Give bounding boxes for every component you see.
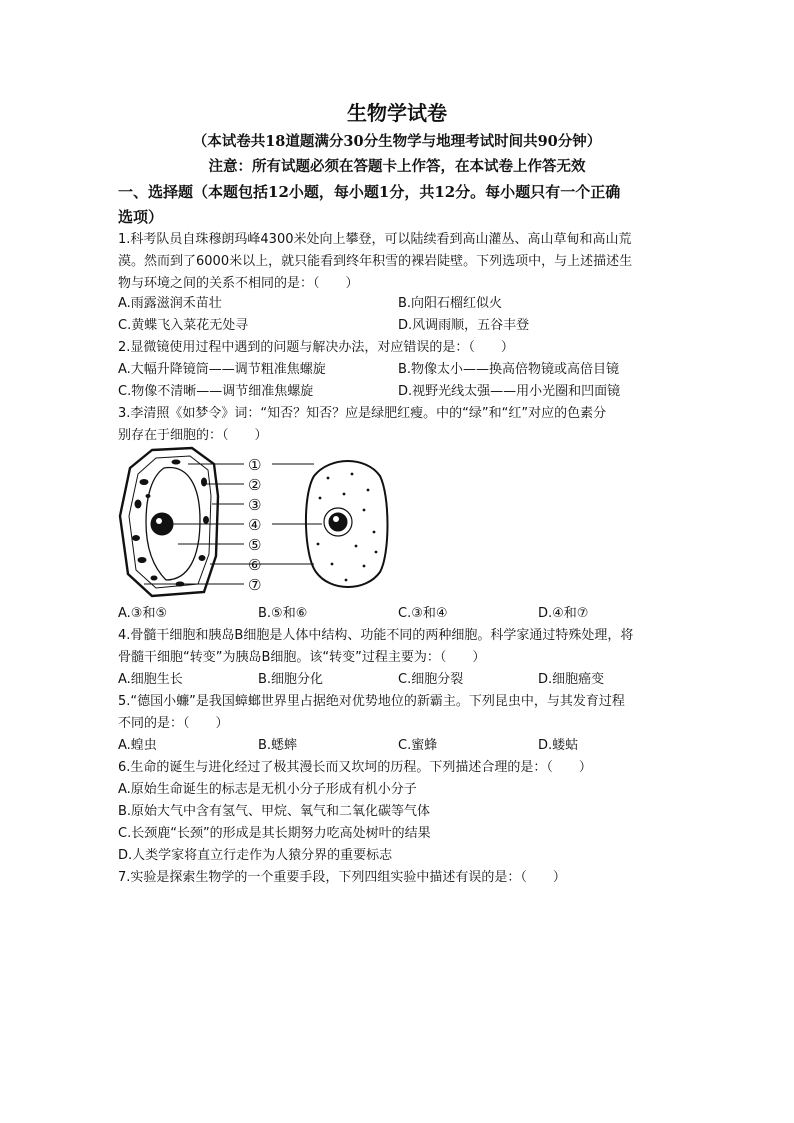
q1-stem-line: 物与环境之间的关系不相同的是：（ ） [118, 276, 359, 291]
q1-stem-line: 1.科考队员自珠穆朗玛峰4300米处向上攀登，可以陆续看到高山灌丛、高山草甸和高山荒 [118, 232, 632, 247]
q2-option-d: D.视野光线太强——用小光圈和凹面镜 [398, 384, 621, 399]
section-heading: 一、选择题（本题包括12小题，每小题1分，共12分。每小题只有一个正确 [118, 183, 621, 201]
q2-option-b: B.物像太小——换高倍物镜或高倍目镜 [398, 362, 620, 377]
q5-stem-line: 不同的是：（ ） [118, 716, 229, 731]
q5-stem-line: 5.“德国小蠊”是我国蟑螂世界里占据绝对优势地位的新霸主。下列昆虫中，与其发育过程 [118, 694, 625, 709]
label-1: ① [248, 456, 262, 474]
q1-option-a: A.雨露滋润禾苗壮 [118, 296, 222, 311]
q5-option-a: A.蝗虫 [118, 738, 157, 753]
q2-stem-line: 2.显微镜使用过程中遇到的问题与解决办法，对应错误的是：（ ） [118, 340, 514, 355]
exam-info: （本试卷共18道题满分30分生物学与地理考试时间共90分钟） [192, 133, 602, 150]
q1-option-b: B.向阳石榴红似火 [398, 296, 503, 311]
q1-option-c: C.黄蝶飞入菜花无处寻 [118, 318, 249, 333]
q6-option-d: D.人类学家将直立行走作为人猿分界的重要标志 [118, 848, 393, 863]
q6-option-a: A.原始生命诞生的标志是无机小分子形成有机小分子 [118, 782, 417, 797]
q6-option-b: B.原始大气中含有氢气、甲烷、氧气和二氧化碳等气体 [118, 804, 431, 819]
plant-cell-image [120, 448, 218, 596]
label-leader-lines [144, 464, 322, 584]
q5-option-b: B.蟋蟀 [258, 738, 298, 753]
label-5: ⑤ [248, 536, 262, 554]
q4-option-c: C.细胞分裂 [398, 672, 464, 687]
q3-option-b: B.⑤和⑥ [258, 606, 308, 621]
q5-option-d: D.蝼蛄 [538, 738, 579, 753]
exam-notice: 注意：所有试题必须在答题卡上作答，在本试卷上作答无效 [208, 158, 586, 175]
section-heading-cont: 选项） [118, 208, 164, 226]
q3-stem-line: 3.李清照《如梦令》词：“知否？知否？应是绿肥红瘦。中的“绿”和“红”对应的色素分 [118, 406, 607, 421]
q5-option-c: C.蜜蜂 [398, 738, 438, 753]
q3-option-a: A.③和⑤ [118, 606, 168, 621]
q4-option-a: A.细胞生长 [118, 672, 183, 687]
q7-stem-line: 7.实验是探索生物学的一个重要手段，下列四组实验中描述有误的是：（ ） [118, 870, 566, 885]
q4-option-d: D.细胞癌变 [538, 672, 605, 687]
q2-option-c: C.物像不清晰——调节细准焦螺旋 [118, 384, 314, 399]
q1-stem-line: 漠。然而到了6000米以上，就只能看到终年积雪的裸岩陡壁。下列选项中，与上述描述生 [118, 254, 633, 269]
label-4: ④ [248, 516, 262, 534]
page-title: 生物学试卷 [347, 101, 447, 125]
label-7: ⑦ [248, 576, 262, 594]
label-3: ③ [248, 496, 262, 514]
q3-option-d: D.④和⑦ [538, 606, 589, 621]
q1-option-d: D.风调雨顺，五谷丰登 [398, 318, 530, 333]
q6-option-c: C.长颈鹿“长颈”的形成是其长期努力吃高处树叶的结果 [118, 826, 431, 841]
label-2: ② [248, 476, 262, 494]
cell-diagram [118, 446, 390, 598]
q3-option-c: C.③和④ [398, 606, 448, 621]
q4-stem-line: 4.骨髓干细胞和胰岛B细胞是人体中结构、功能不同的两种细胞。科学家通过特殊处理，将 [118, 628, 634, 643]
q4-option-b: B.细胞分化 [258, 672, 324, 687]
q2-option-a: A.大幅升降镜筒——调节粗准焦螺旋 [118, 362, 326, 377]
q3-stem-line: 别存在于细胞的：（ ） [118, 428, 268, 443]
q4-stem-line: 骨髓干细胞“转变”为胰岛B细胞。该“转变”过程主要为：（ ） [118, 650, 486, 665]
label-6: ⑥ [248, 556, 262, 574]
q6-stem-line: 6.生命的诞生与进化经过了极其漫长而又坎坷的历程。下列描述合理的是：（ ） [118, 760, 592, 775]
